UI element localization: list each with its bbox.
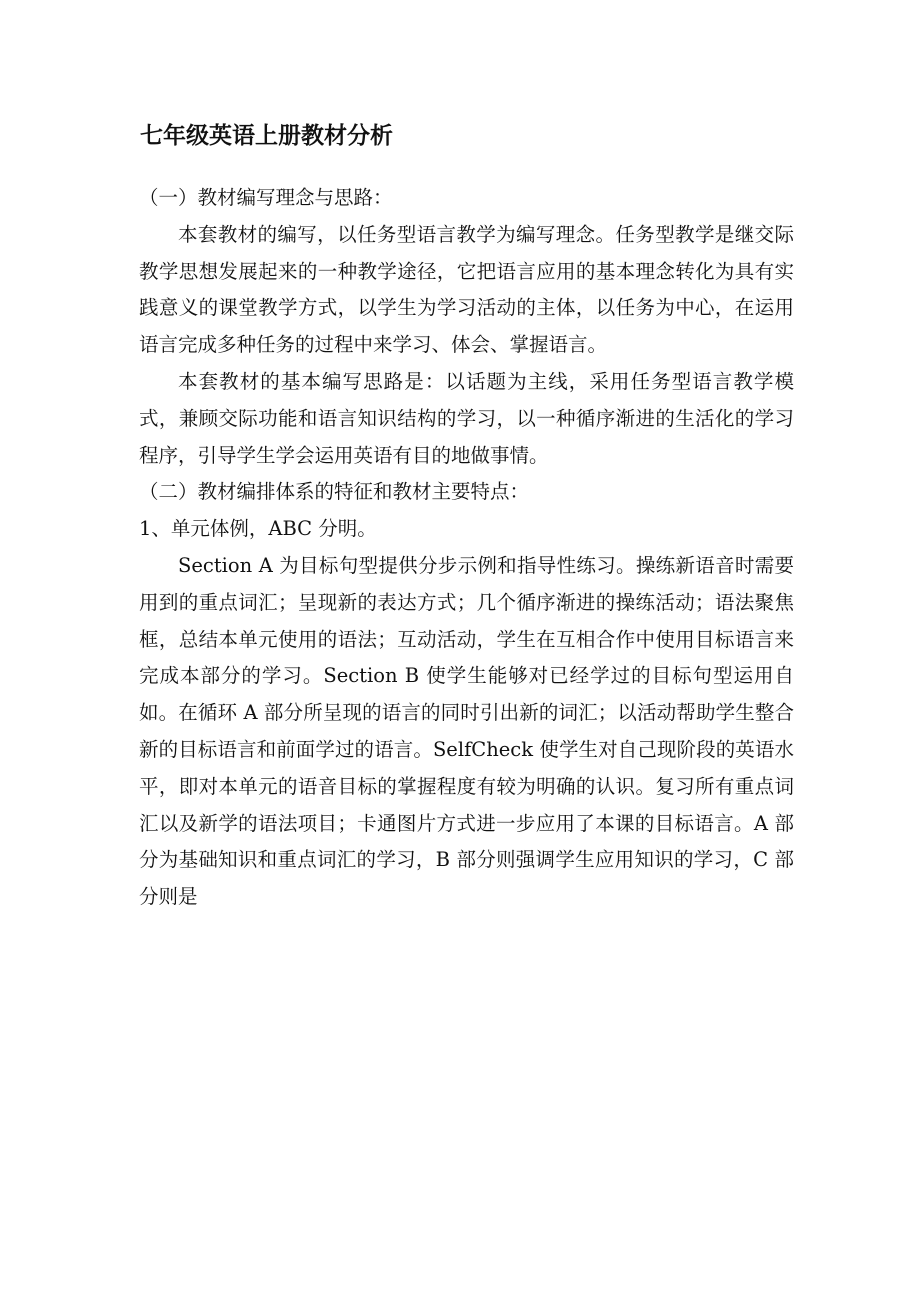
section-1-paragraph-1: 本套教材的编写，以任务型语言教学为编写理念。任务型教学是继交际教学思想发展起来的一种教学途径，它把语言应用的基本理念转化为具有实践意义的课堂教学方式，以学生为学习活动的主体，以任务为中心，在运用语言完成多种任务的过程中来学习、体会、掌握语言。 [139, 222, 794, 357]
section-1-paragraph-2: 本套教材的基本编写思路是：以话题为主线，采用任务型语言教学模式，兼顾交际功能和语言知识结构的学习，以一种循序渐进的生活化的学习程序，引导学生学会运用英语有目的地做事情。 [139, 369, 794, 467]
item-1-paragraph: Section A 为目标句型提供分步示例和指导性练习。操练新语音时需要用到的重点词汇；呈现新的表达方式；几个循序渐进的操练活动；语法聚焦框，总结本单元使用的语法；互动活动，学生在互相合作中使用目标语言来完成本部分的学习。Section B 使学生能够对已经学过的目标句型运用自如。在循环 A 部分所呈现的语言的同时引出新的词汇；以活动帮助学生整合新的目标语言和前面学过的语言。SelfCheck 使学生对自己现阶段的英语水平，即对本单元的语音目标的掌握程度有较为明确的认识。复习所有重点词汇以及新学的语法项目；卡通图片方式进一步应用了本课的目标语言。A 部分为基础知识和重点词汇的学习，B 部分则强调学生应用知识的学习，C 部分则是 [139, 553, 794, 909]
document-body [139, 180, 794, 916]
document-title: 七年级英语上册教材分析 [140, 123, 393, 149]
section-1-heading: （一）教材编写理念与思路： [139, 186, 393, 209]
item-1-heading: 1、单元体例，ABC 分明。 [139, 517, 377, 541]
section-2-heading: （二）教材编排体系的特征和教材主要特点： [139, 480, 530, 504]
